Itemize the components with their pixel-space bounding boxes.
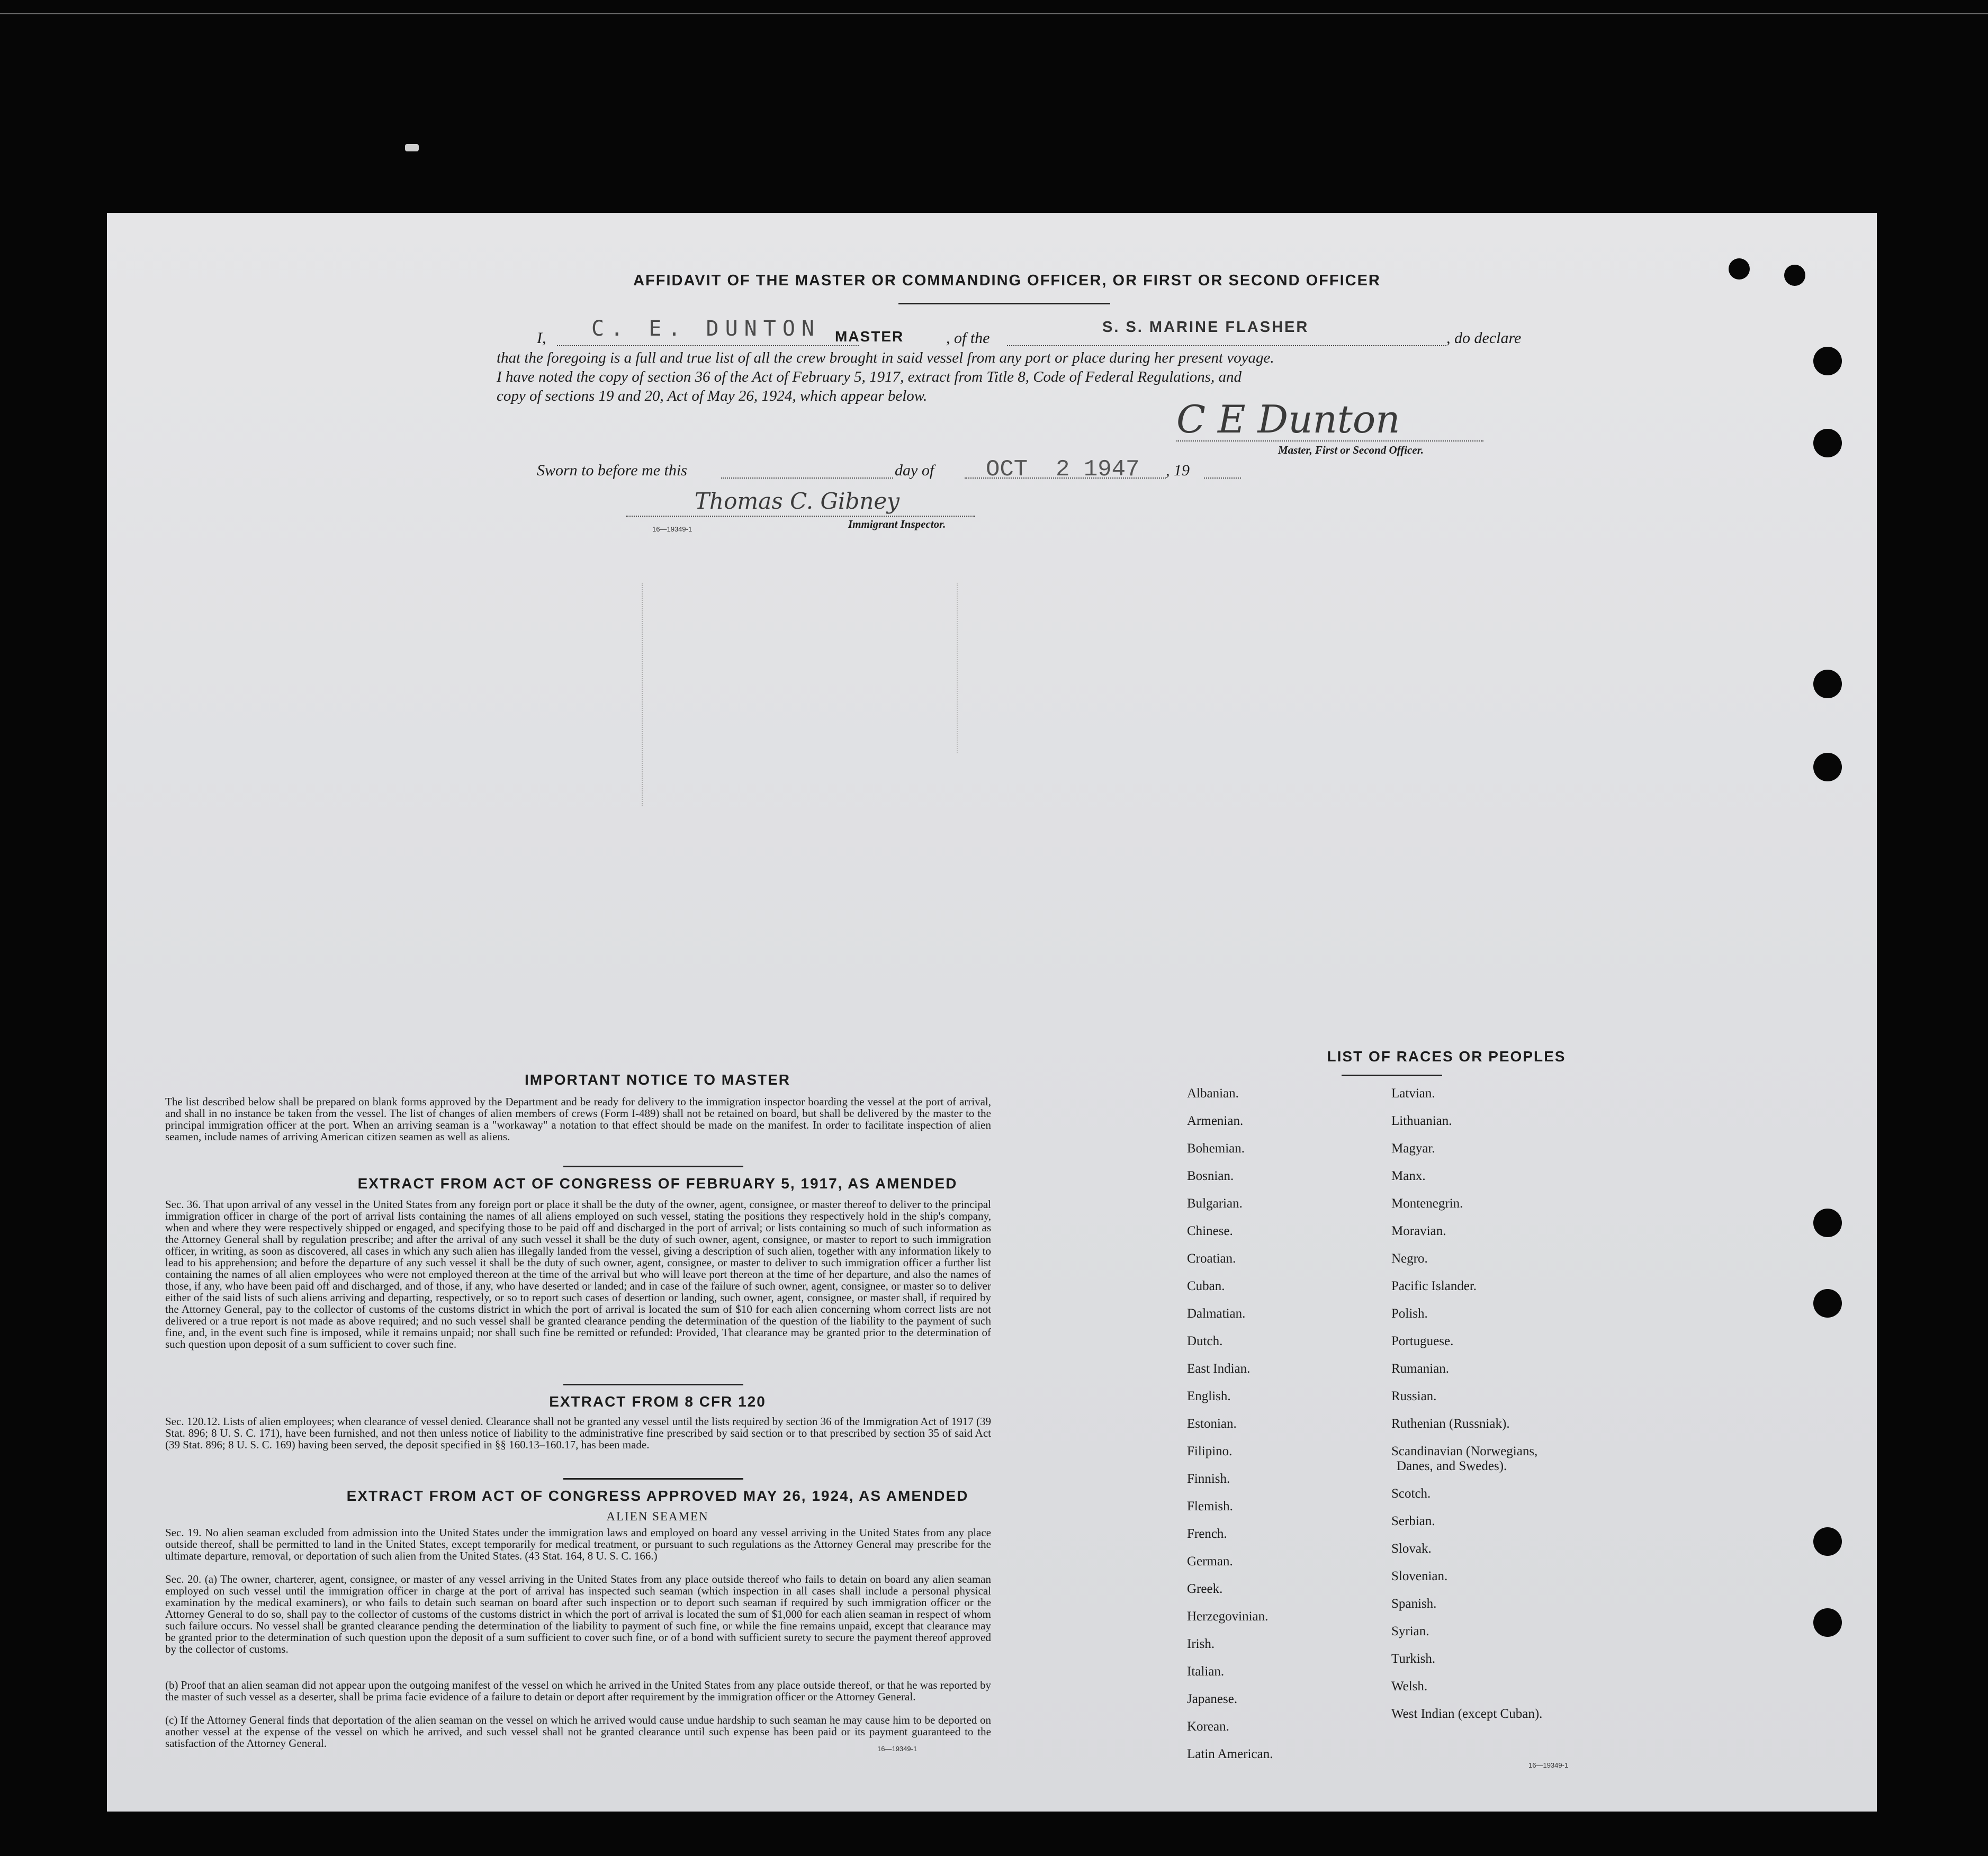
master-name-handwritten: C. E. DUNTON [591,317,821,341]
extract-1924-title: EXTRACT FROM ACT OF CONGRESS APPROVED MAY 26, 1924, AS AMENDED [346,1488,969,1504]
race-item: Chinese. [1187,1224,1233,1238]
race-item: Manx. [1391,1169,1426,1183]
race-item: Estonian. [1187,1417,1237,1431]
race-item: Spanish. [1391,1597,1437,1611]
race-item: Danes, and Swedes). [1397,1459,1507,1473]
inspector-fill-line [626,516,975,517]
race-item: German. [1187,1554,1233,1569]
race-item: Latin American. [1187,1747,1273,1761]
race-item: Albanian. [1187,1086,1239,1101]
signature-caption: Master, First or Second Officer. [1278,444,1424,456]
scan-artifact-speck [405,144,419,151]
race-item: Flemish. [1187,1499,1233,1513]
title-rule [898,303,1110,304]
race-item: Finnish. [1187,1472,1230,1486]
race-item: East Indian. [1187,1362,1251,1376]
affidavit-i: I, [537,329,546,347]
affidavit-title: AFFIDAVIT OF THE MASTER OR COMMANDING OFFICER, OR FIRST OR SECOND OFFICER [633,272,1381,289]
scan-artifact-line [0,13,1988,14]
faint-vertical-mark [957,583,958,753]
races-rule [1342,1075,1442,1076]
extract-cfr-rule [563,1478,743,1480]
extract-cfr-title: EXTRACT FROM 8 CFR 120 [549,1393,766,1410]
race-item: Irish. [1187,1637,1215,1651]
sworn-text: Sworn to before me this [537,462,687,479]
year-prefix: , 19 [1166,462,1190,479]
extract-1924-sec20a: Sec. 20. (a) The owner, charterer, agent, consignee, or master of any vessel arriving in the United States from any place outside thereof who fails to detain on board any alien seaman employed on such vessel until the immigration officer in charge at the port of arrival has inspected such seaman (which inspection in all cases shall include a personal physical examination by the medical examiners), or who fails to detain such seaman on board after such inspection or to deport such seaman if required by such immigration officer or the Attorney General to do so, shall pay to the collector of customs of the customs district in which the port of arrival is located the sum of $1,000 for each alien seaman in respect of whom such failure occurs. No vessel shall be granted clearance pending the determination of the liability to payment of such fine, or while the fine remains unpaid, except that clearance may be granted prior to the determination of such question upon the deposit of a sum sufficient to cover such fine, or of a bond with sufficient surety to secure the payment thereof approved by the collector of customs. [165,1573,991,1655]
document-page [107,213,1877,1812]
day-of-text: day of [895,462,934,479]
races-title: LIST OF RACES OR PEOPLES [1327,1048,1566,1065]
do-declare-text: , do declare [1446,329,1522,347]
race-item: Pacific Islander. [1391,1279,1477,1293]
vessel-name: S. S. MARINE FLASHER [1102,319,1309,336]
race-item: Japanese. [1187,1692,1238,1706]
notice-text: The list described below shall be prepared on blank forms approved by the Department and be ready for delivery to the immigration inspector boarding the vessel at the port of arrival, and shall in no instance be taken from the vessel. The list of changes of alien members of crews (Form I-489) shall not be retained on board, but shall be delivered by the master to the principal immigration officer at the port. When an arriving seaman is a "workaway" a notation to that effect should be made on the manifest. In order to facilitate inspection of alien seamen, include names of arriving American citizen seamen as well as aliens. [165,1095,991,1143]
race-item: Russian. [1391,1389,1437,1403]
punch-hole [1729,258,1750,280]
affidavit-line-3: I have noted the copy of section 36 of the Act of February 5, 1917, extract from Title 8, Code of Federal Regulations, and [497,368,1242,385]
master-rank: MASTER [835,328,904,345]
race-item: Korean. [1187,1719,1229,1734]
race-item: Dutch. [1187,1334,1223,1348]
race-item: Bohemian. [1187,1141,1245,1156]
extract-1924-sec19: Sec. 19. No alien seaman excluded from admission into the United States under the immigration laws and employed on board any vessel arriving in the United States from any place outside thereof, shall be permitted to land in the United States, except temporarily for medical treatment, or pursuant to such regulations as the Attorney General may prescribe for the ultimate departure, removal, or deportation of such alien from the United States. (43 Stat. 164, 8 U. S. C. 166.) [165,1526,991,1562]
race-item: Rumanian. [1391,1362,1450,1376]
race-item: West Indian (except Cuban). [1391,1707,1543,1721]
race-item: Dalmatian. [1187,1307,1246,1321]
extract-1917-title: EXTRACT FROM ACT OF CONGRESS OF FEBRUARY 5, 1917, AS AMENDED [357,1175,958,1192]
extract-1924-subtitle: ALIEN SEAMEN [606,1510,709,1523]
punch-hole [1813,670,1842,698]
race-item: Latvian. [1391,1086,1435,1101]
race-item: Ruthenian (Russniak). [1391,1417,1510,1431]
punch-hole [1813,1608,1842,1637]
faint-vertical-mark [642,583,643,806]
date-fill-line [965,477,1166,479]
punch-hole [1813,1527,1842,1556]
inspector-signature: Thomas C. Gibney [695,488,899,514]
vessel-fill-line [1007,345,1446,346]
name-fill-line [557,345,859,346]
race-item: Turkish. [1391,1652,1436,1666]
punch-hole [1813,1289,1842,1318]
race-item: Magyar. [1391,1141,1435,1156]
sworn-fill-line [721,477,893,479]
affidavit-form-number: 16—19349-1 [652,525,692,533]
punch-hole [1813,347,1842,375]
punch-hole [1784,265,1805,286]
race-item: English. [1187,1389,1231,1403]
race-item: French. [1187,1527,1227,1541]
master-signature: C E Dunton [1176,397,1400,442]
race-item: Syrian. [1391,1624,1429,1638]
race-item: Welsh. [1391,1679,1428,1693]
extract-1924-sec20c: (c) If the Attorney General finds that deportation of the alien seaman on the vessel on which he arrived would cause undue hardship to such seaman he may cause him to be deported on another vessel at the expense of the vessel on which he arrived, and such vessel shall not be granted clearance until such expense has been paid or its payment guaranteed to the satisfaction of the Attorney General. [165,1714,991,1750]
races-form-number: 16—19349-1 [1528,1761,1569,1769]
signature-line [1176,440,1483,442]
notice-title: IMPORTANT NOTICE TO MASTER [524,1071,791,1088]
inspector-caption: Immigrant Inspector. [848,518,946,530]
race-item: Scandinavian (Norwegians, [1391,1444,1538,1458]
race-item: Bulgarian. [1187,1196,1243,1211]
race-item: Moravian. [1391,1224,1446,1238]
affidavit-line-2: that the foregoing is a full and true list of all the crew brought in said vessel from any port or place during her present voyage. [497,349,1274,366]
notice-rule [563,1166,743,1167]
race-item: Portuguese. [1391,1334,1454,1348]
extract-1917-text: Sec. 36. That upon arrival of any vessel in the United States from any foreign port or place it shall be the duty of the owner, agent, consignee, or master thereof to deliver to the principal immigration officer in charge of the port of arrival lists containing the names of all aliens employed on such vessel, stating the positions they respectively hold in the ship's company, when and where they were respectively shipped or engaged, and specifying those to be paid off and discharged in the port of arrival; or lists containing so much of such information as the Attorney General shall by regulation prescribe; and after the arrival of any such vessel it shall be the duty of such owner, agent, consignee, or master to report to such immigration officer, in writing, as soon as discovered, all cases in which any such alien has illegally landed from the vessel, giving a description of such alien, together with any information likely to lead to his apprehension; and before the departure of any such vessel it shall be the duty of such owner, agent, consignee, or master to deliver to such immigration officer a further list containing the names of all alien employees who were not employed thereon at the time of the arrival but who will leave port thereon at the time of her departure, and also the names of those, if any, who have been paid off and discharged, and of those, if any, who have deserted or landed; and in case of the failure of such owner, agent, consignee, or master so to deliver either of the said lists of such aliens arriving and departing, respectively, or so to report such cases of desertion or landing, such owner, agent, consignee, or master shall, if required by the Attorney General, pay to the collector of customs of the customs district in which the port of arrival is located the sum of $10 for each alien concerning whom correct lists are not delivered or a true report is not made as above required; and no such vessel shall be granted clearance pending the determination of the question of the liability to the payment of such fine, and, in the event such fine is imposed, while it remains unpaid; nor shall such fine be remitted or refunded: Provided, That clearance may be granted prior to the determination of such question upon deposit of a sum sufficient to cover such fine. [165,1198,991,1350]
punch-hole [1813,429,1842,457]
of-the-text: , of the [946,329,990,347]
race-item: Slovenian. [1391,1569,1448,1583]
race-item: Lithuanian. [1391,1114,1452,1128]
race-item: Montenegrin. [1391,1196,1463,1211]
extract-form-number: 16—19349-1 [877,1745,917,1753]
race-item: Scotch. [1391,1486,1431,1501]
race-item: Negro. [1391,1251,1428,1266]
race-item: Filipino. [1187,1444,1233,1458]
year-fill-line [1204,477,1241,479]
race-item: Bosnian. [1187,1169,1234,1183]
race-item: Polish. [1391,1307,1428,1321]
extract-1917-rule [563,1384,743,1385]
extract-1924-sec20b: (b) Proof that an alien seaman did not appear upon the outgoing manifest of the vessel on which he arrived in the United States from any place outside thereof, or that he was reported by the master of such vessel as a deserter, shall be prima facie evidence of a failure to detain or deport after requirement by the immigration officer or the Attorney General. [165,1679,991,1703]
race-item: Armenian. [1187,1114,1244,1128]
race-item: Cuban. [1187,1279,1225,1293]
race-item: Herzegovinian. [1187,1609,1269,1624]
extract-cfr-text: Sec. 120.12. Lists of alien employees; when clearance of vessel denied. Clearance shall not be granted any vessel until the lists required by section 36 of the Immigration Act of 1917 (39 Stat. 896; 8 U. S. C. 171), have been furnished, and not then unless notice of liability to the administrative fine prescribed by said section or to that prescribed by section 35 of said Act (39 Stat. 896; 8 U. S. C. 169) having been served, the deposit specified in §§ 160.13–160.17, has been made. [165,1415,991,1451]
race-item: Serbian. [1391,1514,1435,1528]
race-item: Slovak. [1391,1542,1432,1556]
punch-hole [1813,1209,1842,1237]
punch-hole [1813,753,1842,781]
race-item: Croatian. [1187,1251,1236,1266]
race-item: Italian. [1187,1664,1225,1679]
race-item: Greek. [1187,1582,1223,1596]
date-stamp: OCT 2 1947 [986,456,1140,483]
affidavit-line-4: copy of sections 19 and 20, Act of May 26, 1924, which appear below. [497,388,928,404]
